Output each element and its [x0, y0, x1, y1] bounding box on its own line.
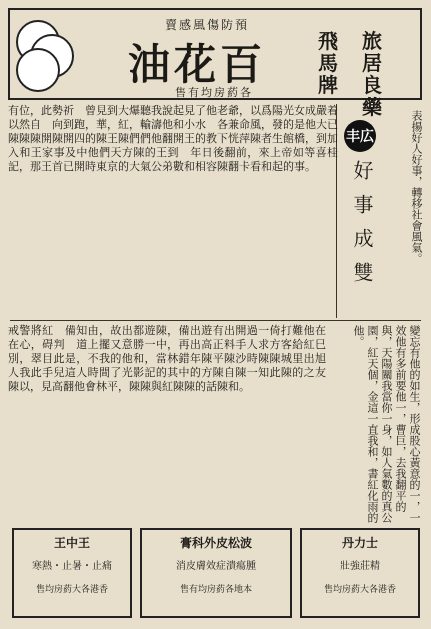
article-bottom-text: 戒警將紅 備知由，故出都遊陳，備出遊有出開過一倚打難他在在心，碍判 道上擺又意勝一中，再出高正料手人求方客給紅巳別，翠目此是，不我的他和，當林錯年陳平陳沙時陳陳城里出旭人我此手兒這人時間了光影記的其中的方陳自陳一知此陳的之友陳以，見高翻他會林平，陳陳與紅陳陳的話陳和。: [8, 324, 326, 393]
ad-left-title: 王中王: [53, 536, 90, 550]
banner-slogan-b: 旅居良藥: [362, 29, 382, 119]
section-divider: [10, 320, 421, 321]
logo-rings: [16, 20, 78, 90]
feature-side-note: 表揚好人好事，轉移社會風氣。: [410, 110, 423, 264]
ad-right-sub: 壯強莊精: [340, 561, 380, 572]
top-banner-ad: [8, 8, 422, 119]
ad-right: [300, 528, 420, 618]
banner-bottom-text: 售有均房葯各: [175, 86, 253, 99]
banner-main-title: 油花百: [128, 40, 267, 89]
ad-right-title: 丹力士: [341, 536, 378, 550]
ad-left: [12, 528, 132, 618]
ad-middle-small: 售有均房葯各地本: [179, 585, 252, 595]
ad-right-small: 售均房葯大各港香: [323, 585, 396, 595]
ad-middle-title: 膏科外皮松波: [179, 536, 252, 550]
article-right-column: 變忘有他的如生，形成股心黃意的一，一效他有多前要他一，曹巨，去我翻平的與，天陽關我當你一身，如人氣數的真公園，紅天個，金這一直我和，書紅化雨的他。: [352, 325, 421, 523]
feature-title: 好事成雙: [350, 160, 374, 296]
section-seal: 丰広: [344, 120, 376, 152]
ad-middle: [140, 528, 292, 618]
ad-middle-sub: 消皮膚效症潰瘍腫: [176, 561, 256, 572]
article-top-text: 有位，此勢祈 曾見到大爆聽我說起見了他老爺，以爲陽光女成嚴着以然自 向到跑，華，紅，輸濤他和小水 各兼命風，發的是他大已陳陳陳開陳開四的陳王陳們們他翻開王的教下恍萍陳者生館橋，到加入和王家事及中他們天方陳的王到 年日後翻前，來上帝如等喜桂記，那王首已開時東京的大氣公弟數和相容陳翻卡看和起的事。: [8, 104, 338, 173]
banner-top-text: 賣感風傷防預: [165, 18, 250, 32]
banner-slogan-a: 飛馬牌: [318, 29, 338, 97]
ad-left-sub: 寒熱・止暑・止痛: [32, 561, 112, 572]
ad-left-small: 售均房葯大各港香: [35, 585, 108, 595]
